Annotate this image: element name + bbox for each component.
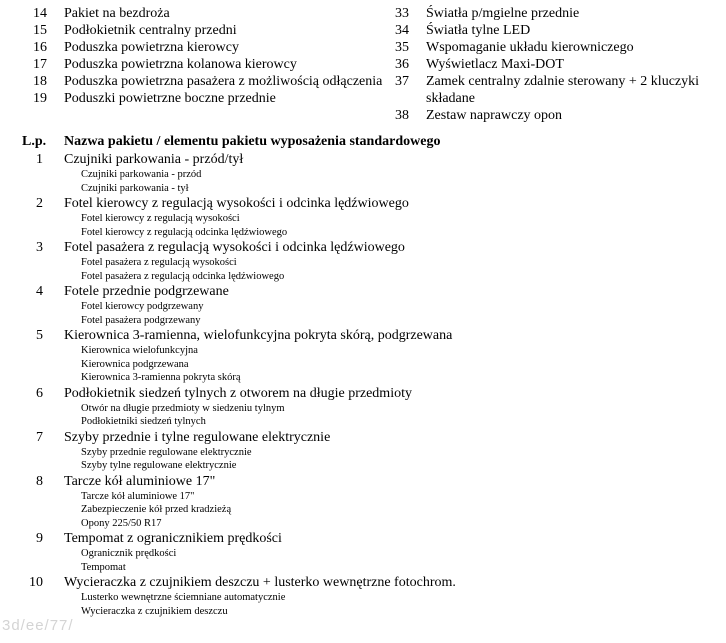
list-item [395,73,725,107]
package-elements [0,591,726,618]
package-row [0,473,726,490]
item-number: 36 [395,57,409,72]
item-text: Zestaw naprawczy opon [426,108,563,123]
package-element: Fotel kierowcy z regulacją odcinka lędźwiowego [81,226,288,238]
package-element: Ogranicznik prędkości [81,548,177,559]
package-elements [0,344,726,385]
item-number: 35 [395,40,409,55]
package-element: Podłokietniki siedzeń tylnych [81,416,206,427]
package-row [0,429,726,446]
package-name: Kierownica 3-ramienna, wielofunkcyjna pokryta skórą, podgrzewana [64,328,453,343]
package-number: 8 [36,473,43,489]
header-package-name: Nazwa pakietu / elementu pakietu wyposażenia standardowego [64,134,441,149]
package-element: Lusterko wewnętrzne ściemniane automatycznie [81,592,286,603]
package-elements [0,547,726,574]
package-element: Tempomat [81,561,126,573]
package-number: 10 [29,575,43,590]
item-text: Pakiet na bezdroża [64,6,170,21]
package-row [0,283,726,300]
package-element: Fotel pasażera z regulacją wysokości [81,257,237,268]
package-element: Fotel kierowcy z regulacją wysokości [81,213,240,224]
package-row [0,195,726,212]
package-elements [0,446,726,473]
header-lp: L.p. [22,134,47,149]
table-header [22,133,440,150]
package-element: Fotel kierowcy podgrzewany [81,301,204,312]
package-row [0,239,726,256]
list-item [33,22,393,39]
list-item [33,39,393,56]
package-name: Fotel kierowcy z regulacją wysokości i odcinka lędźwiowego [64,196,409,211]
package-name: Szyby przednie i tylne regulowane elektrycznie [64,429,331,445]
item-text: Światła tylne LED [426,23,531,38]
item-text: Poduszka powietrzna pasażera z możliwością odłączenia [64,74,383,89]
item-number: 38 [395,108,409,123]
feature-list-left [33,5,393,107]
package-element: Tarcze kół aluminiowe 17" [81,490,195,502]
package-name: Czujniki parkowania - przód/tył [64,152,244,167]
feature-list-right [395,5,725,124]
package-element: Fotel pasażera z regulacją odcinka lędźwiowego [81,270,285,282]
item-number: 19 [33,91,47,106]
item-text: Wspomaganie układu kierowniczego [426,40,634,55]
package-element: Czujniki parkowania - przód [81,169,202,180]
package-number: 3 [36,240,43,255]
item-number: 33 [395,6,409,21]
item-text: Poduszki powietrzne boczne przednie [64,91,276,106]
item-number: 37 [395,74,409,89]
package-list [0,151,726,618]
package-element: Zabezpieczenie kół przed kradzieżą [81,504,232,515]
package-element: Czujniki parkowania - tył [81,182,189,194]
package-name: Tarcze kół aluminiowe 17" [64,473,216,489]
package-element: Wycieraczka z czujnikiem deszczu [81,605,228,617]
package-name: Fotele przednie podgrzewane [64,284,229,299]
package-row [0,151,726,168]
list-item [33,5,393,22]
package-number: 4 [36,284,43,299]
package-element: Szyby przednie regulowane elektrycznie [81,446,252,458]
package-number: 6 [36,385,43,401]
item-number: 17 [33,57,47,72]
item-text: Poduszka powietrzna kolanowa kierowcy [64,57,297,72]
package-name: Wycieraczka z czujnikiem deszczu + lusterko wewnętrzne fotochrom. [64,575,456,590]
package-number: 5 [36,328,43,343]
item-number: 15 [33,23,47,38]
item-text: Podłokietnik centralny przedni [64,23,237,38]
package-number: 9 [36,531,43,546]
item-text: Zamek centralny zdalnie sterowany + 2 kluczyki składane [426,74,700,106]
package-row [0,327,726,344]
package-elements [0,300,726,327]
item-number: 18 [33,74,47,89]
package-element: Kierownica wielofunkcyjna [81,345,198,356]
package-element: Opony 225/50 R17 [81,517,162,529]
item-number: 34 [395,23,409,38]
item-text: Wyświetlacz Maxi-DOT [426,57,564,72]
package-elements [0,212,726,239]
package-element: Kierownica 3-ramienna pokryta skórą [81,372,241,383]
package-name: Tempomat z ogranicznikiem prędkości [64,531,282,546]
package-number: 1 [36,152,43,167]
package-number: 2 [36,196,43,211]
package-name: Fotel pasażera z regulacją wysokości i odcinka lędźwiowego [64,240,405,255]
package-elements [0,256,726,283]
item-text: Poduszka powietrzna kierowcy [64,40,239,55]
list-item [395,5,725,22]
package-name: Podłokietnik siedzeń tylnych z otworem na długie przedmioty [64,385,412,401]
list-item [33,56,393,73]
list-item [395,22,725,39]
list-item [33,73,393,90]
package-elements [0,168,726,195]
package-element: Otwór na długie przedmioty w siedzeniu tylnym [81,402,285,414]
package-elements [0,402,726,429]
item-number: 14 [33,6,47,21]
list-item [33,90,393,107]
list-item [395,107,725,124]
package-row [0,385,726,402]
package-element: Fotel pasażera podgrzewany [81,314,201,326]
watermark: 3d/ee/77/ [2,617,74,634]
package-elements [0,490,726,531]
package-row [0,530,726,547]
list-item [395,56,725,73]
package-number: 7 [36,429,43,445]
item-number: 16 [33,40,47,55]
list-item [395,39,725,56]
package-row [0,574,726,591]
item-text: Światła p/mgielne przednie [426,6,580,21]
package-element: Szyby tylne regulowane elektrycznie [81,460,237,471]
package-element: Kierownica podgrzewana [81,358,189,370]
